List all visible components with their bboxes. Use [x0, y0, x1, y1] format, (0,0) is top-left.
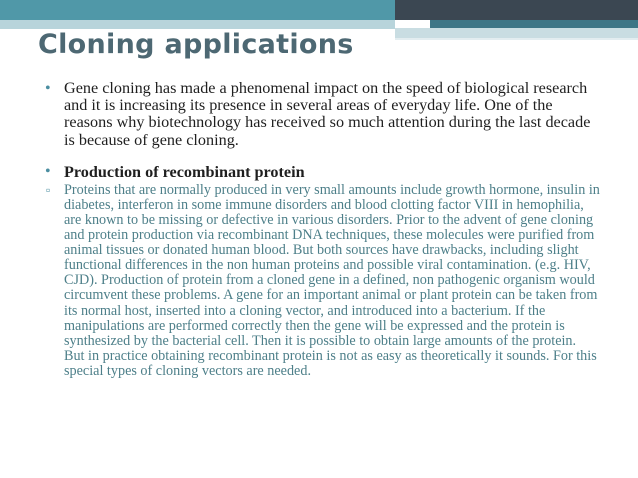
bullet-dot-icon: • — [45, 80, 51, 97]
slide-title: Cloning applications — [38, 29, 354, 60]
bullet-heading: Production of recombinant protein — [64, 162, 305, 181]
bar-dark-accent — [430, 20, 638, 28]
bar-light-accent — [395, 28, 638, 38]
sub-bullet-square-icon: ▫ — [46, 182, 51, 197]
bullet-dot-icon: • — [45, 162, 51, 180]
bullet-item — [44, 80, 604, 149]
slide-content — [44, 80, 604, 379]
bar-dark-block — [395, 0, 638, 20]
sub-bullet-item — [44, 183, 604, 379]
bullet-text: Gene cloning has made a phenomenal impact on the speed of biological research and it is increasing its presence in several areas of everyday life. One of the reasons why biotechnology has received so much attention during the last decade is because of gene cloning. — [64, 79, 591, 149]
sub-bullet-paragraph: But in practice obtaining recombinant protein is not as easy as theoretically it sounds. For this special types of cloning vectors are needed. — [64, 347, 597, 379]
sub-bullet-paragraph: Proteins that are normally produced in very small amounts include growth hormone, insulin in diabetes, interferon in some immune disorders and blood clotting factor VIII in hemophilia, are known to be missing or defective in various disorders. Prior to the advent of gene cloning and protein production via recombinant DNA techniques, these molecules were purified from animal tissues or donated human blood. But both sources have drawbacks, including slight functional differences in the non human proteins and possible viral contamination. (e.g. HIV, CJD). Production of protein from a cloned gene in a defined, non pathogenic organism would circumvent these problems. A gene for an important animal or plant protein can be taken from its normal host, inserted into a cloning vector, and introduced into a bacterium. If the manipulations are performed correctly then the gene will be expressed and the protein is synthesized by the bacterial cell. Then it is possible to obtain large amounts of the protein. — [64, 181, 600, 349]
bar-thin-line — [395, 38, 638, 40]
bullet-item — [44, 163, 604, 181]
bar-teal-band — [0, 0, 395, 20]
